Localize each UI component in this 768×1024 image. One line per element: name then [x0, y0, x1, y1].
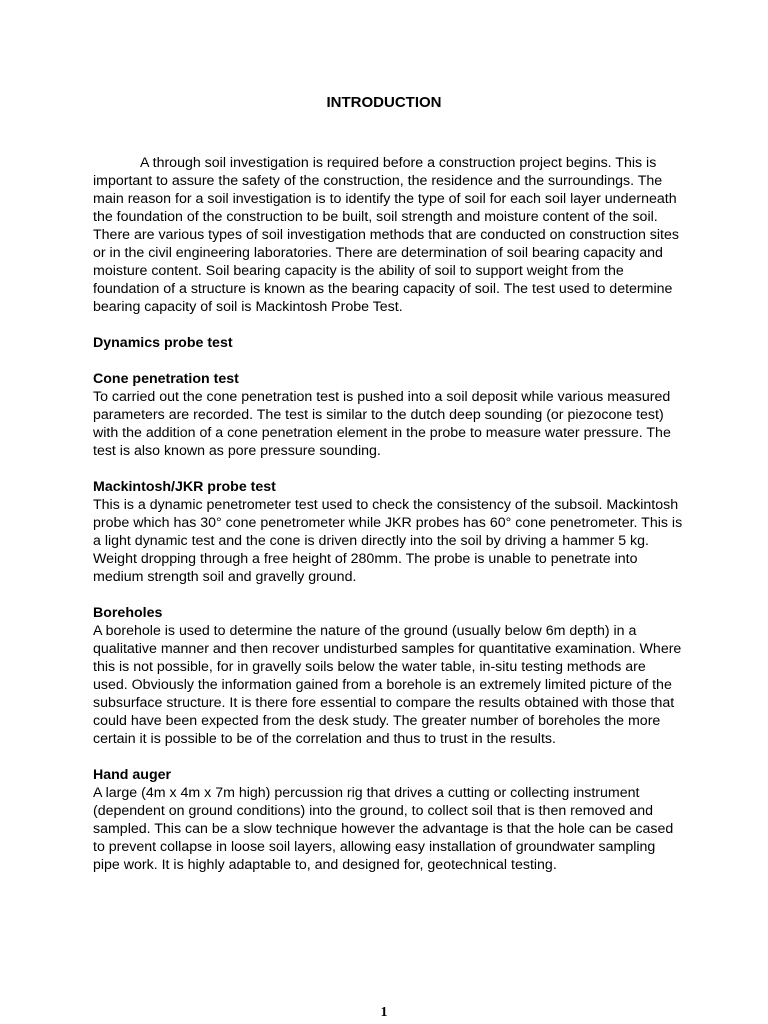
section-heading: Cone penetration test	[93, 371, 239, 387]
section-spacer	[93, 460, 683, 478]
section-text: A borehole is used to determine the nature of the ground (usually below 6m depth) in a qualitative manner and then recover undisturbed samples for quantitative examination. Where this is not possible, for in gravelly soils below the water table, in-situ testing methods are used. Obviously the information gained from a borehole is an extremely limited picture of the subsurface structure. It is there fore essential to compare the results obtained with those that could have been expected from the desk study. The greater number of boreholes the more certain it is possible to be of the correlation and thus to trust in the results.	[93, 623, 682, 747]
section-heading: Boreholes	[93, 605, 163, 621]
section-dynamics-probe	[93, 334, 683, 352]
section-spacer	[93, 586, 683, 604]
section-cone-penetration	[93, 370, 683, 460]
section-heading: Mackintosh/JKR probe test	[93, 479, 276, 495]
page-number: 1	[380, 1005, 388, 1020]
section-spacer	[93, 316, 683, 334]
section-spacer	[93, 352, 683, 370]
page-title: INTRODUCTION	[326, 94, 442, 111]
document-body	[93, 154, 683, 874]
section-boreholes	[93, 604, 683, 748]
section-spacer	[93, 748, 683, 766]
section-text: A large (4m x 4m x 7m high) percussion rig that drives a cutting or collecting instrument (dependent on ground conditions) into the ground, to collect soil that is then removed and sampled. This can be a slow technique however the advantage is that the hole can be cased to prevent collapse in loose soil layers, allowing easy installation of groundwater sampling pipe work. It is highly adaptable to, and designed for, geotechnical testing.	[93, 785, 674, 873]
section-heading: Hand auger	[93, 767, 172, 783]
section-text: This is a dynamic penetrometer test used to check the consistency of the subsoil. Mackintosh probe which has 30° cone penetrometer while JKR probes has 60° cone penetrometer. This is a light dynamic test and the cone is driven directly into the soil by driving a hammer 5 kg. Weight dropping through a free height of 280mm. The probe is unable to penetrate into medium strength soil and gravelly ground.	[93, 497, 683, 585]
section-text: To carried out the cone penetration test is pushed into a soil deposit while various measured parameters are recorded. The test is similar to the dutch deep sounding (or piezocone test) with the addition of a cone penetration element in the probe to measure water pressure. The test is also known as pore pressure sounding.	[93, 389, 671, 459]
intro-paragraph: A through soil investigation is required before a construction project begins. This is important to assure the safety of the construction, the residence and the surroundings. The main reason for a soil investigation is to identify the type of soil for each soil layer underneath the foundation of the construction to be built, soil strength and moisture content of the soil. There are various types of soil investigation methods that are conducted on construction sites or in the civil engineering laboratories. There are determination of soil bearing capacity and moisture content. Soil bearing capacity is the ability of soil to support weight from the foundation of a structure is known as the bearing capacity of soil. The test used to determine bearing capacity of soil is Mackintosh Probe Test.	[93, 155, 679, 315]
section-heading: Dynamics probe test	[93, 335, 233, 351]
section-hand-auger	[93, 766, 683, 874]
section-mackintosh-probe	[93, 478, 683, 586]
